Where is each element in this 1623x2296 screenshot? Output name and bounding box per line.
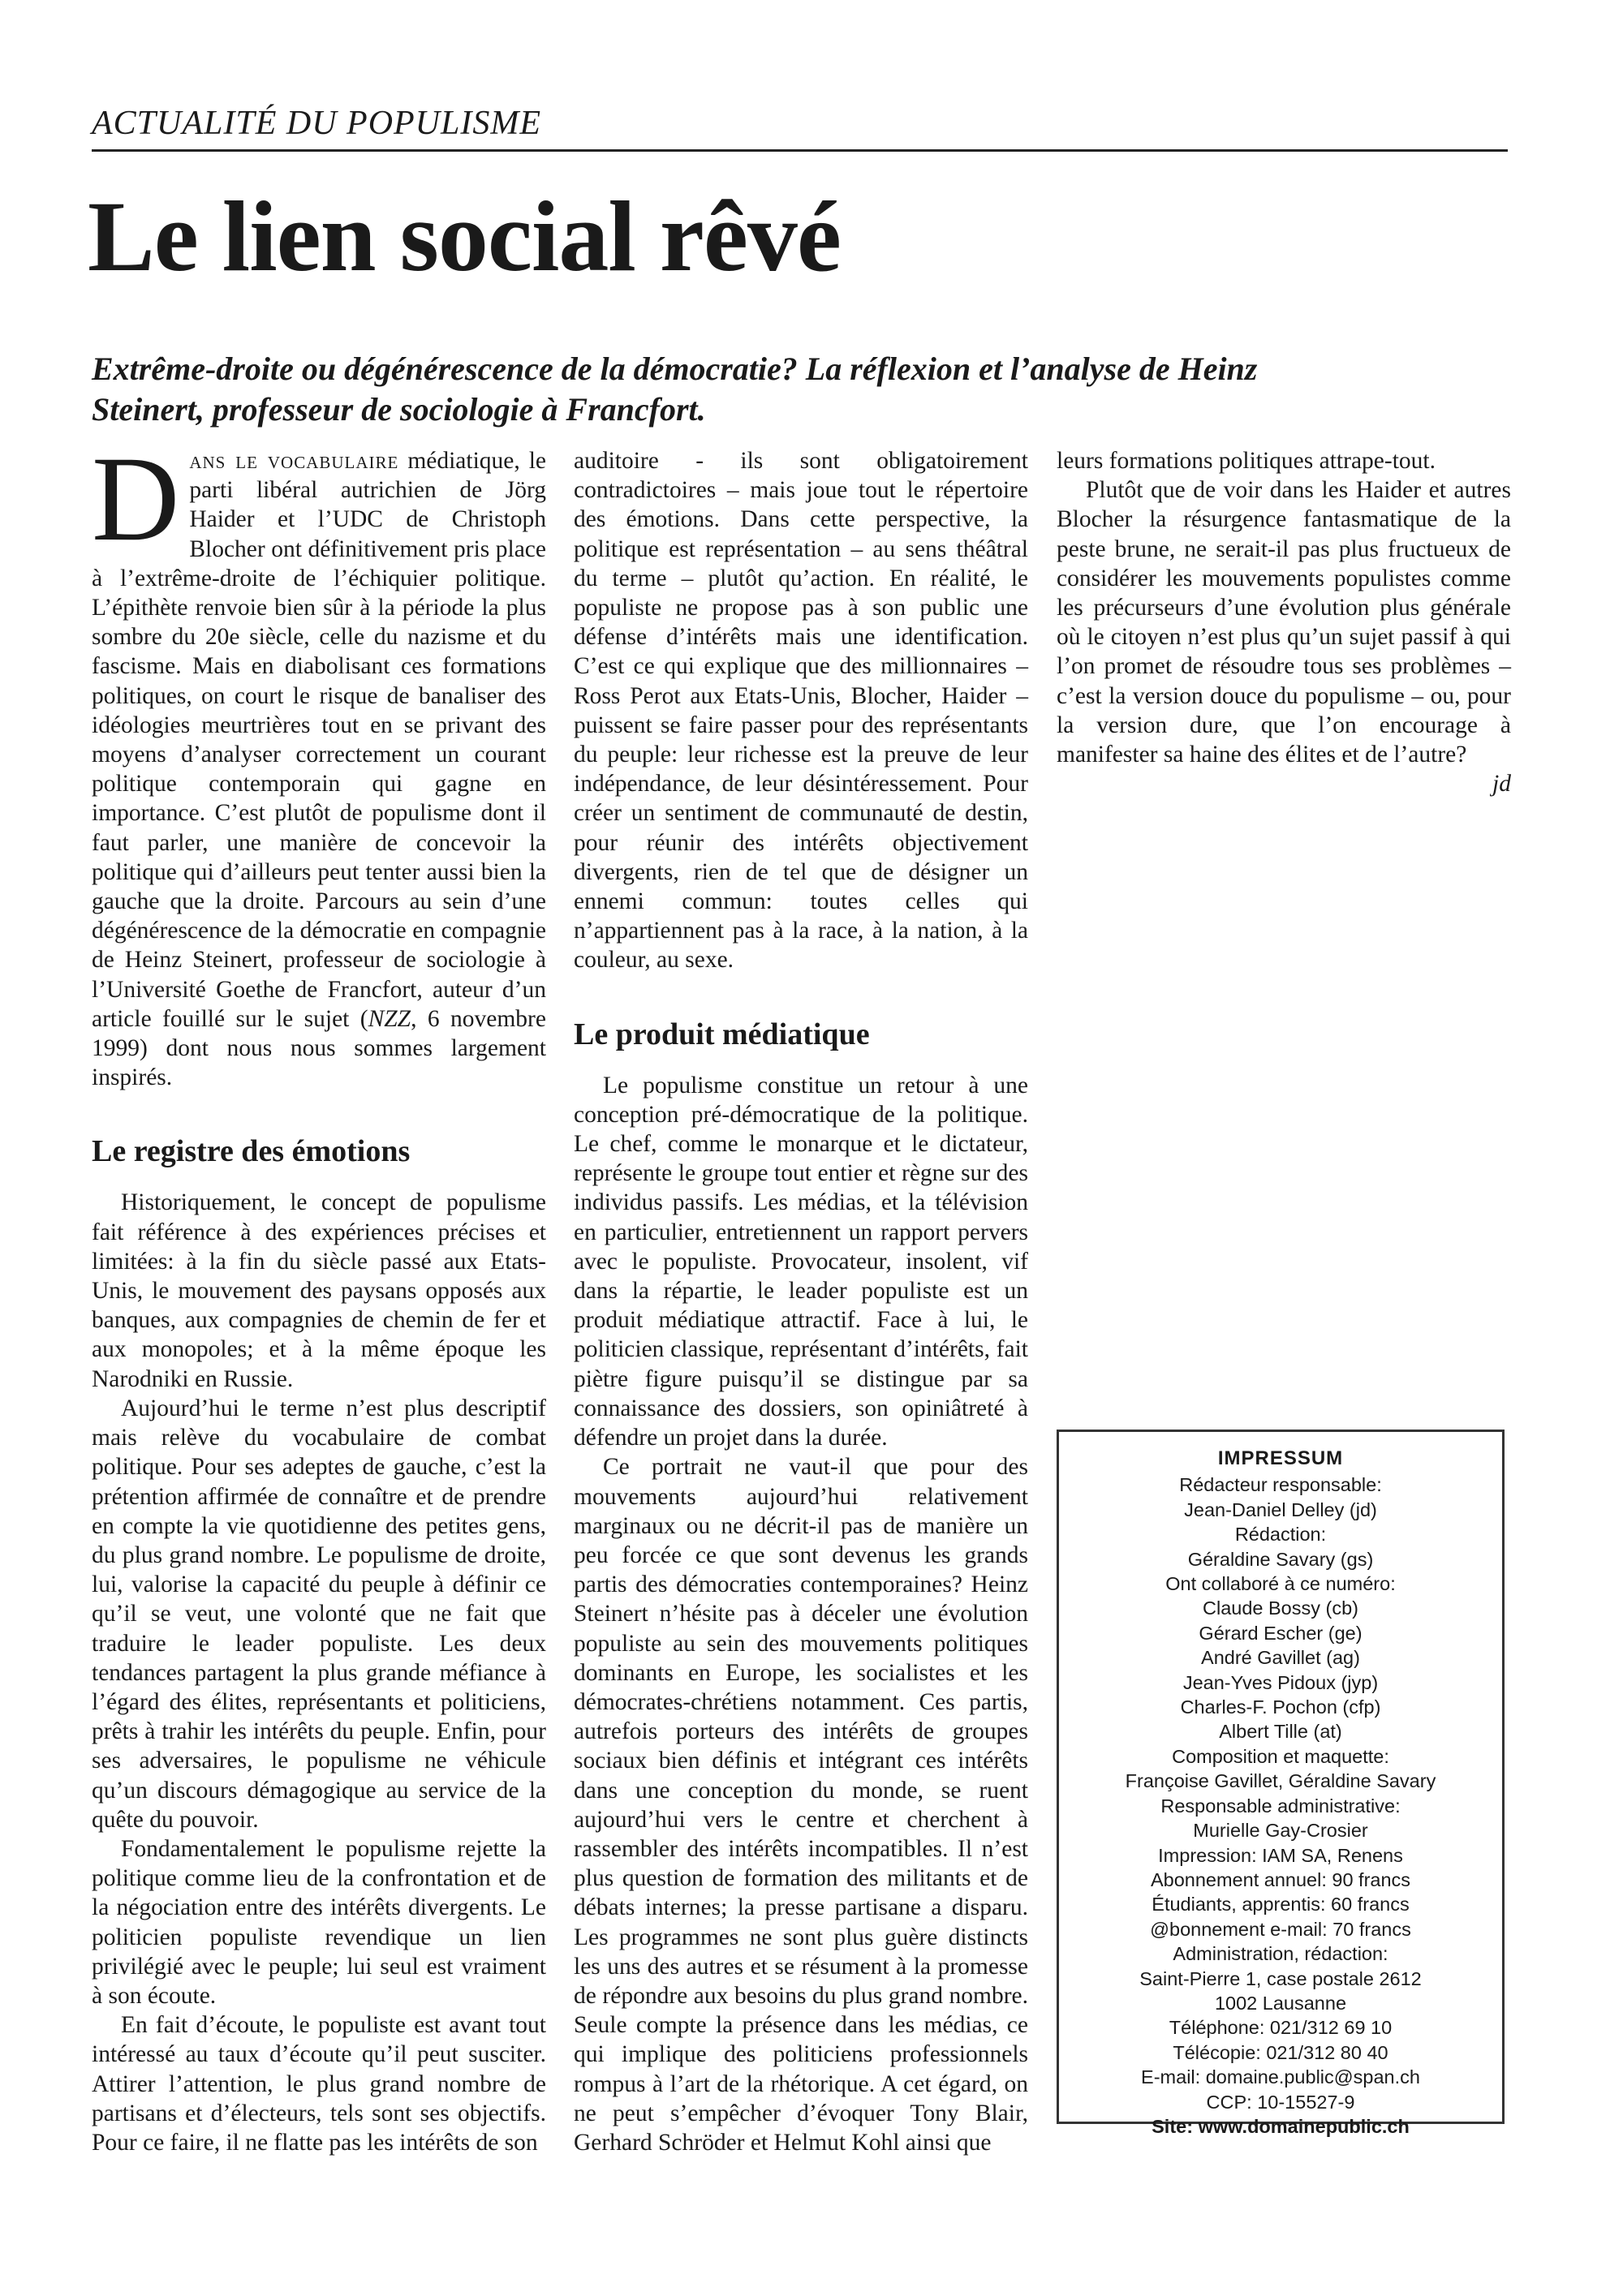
impressum-line: Gérard Escher (ge)	[1199, 1622, 1363, 1644]
impressum-line: Murielle Gay-Crosier	[1193, 1820, 1368, 1842]
impressum-line: Jean-Yves Pidoux (jyp)	[1182, 1671, 1379, 1693]
impressum-line: Françoise Gavillet, Géraldine Savary	[1125, 1770, 1436, 1792]
paragraph-1-text: médiatique, le parti libéral autrichien de Jörg Haider et l’UDC de Christoph Blocher ont définitivement pris place à l’extrême-droite de l’échiquier politique. L’épithète renvoie bien sûr à la période la plus sombre du 20e siècle, celle du nazisme et du fascisme. Mais en diabolisant ces formations politiques, on court le risque de banaliser des idéologies meurtrières tout en se privant des moyens d’analyser correctement un courant politique contemporain qui gagne en importance. C’est plutôt de populisme dont il faut parler, une manière de concevoir la politique qui d’ailleurs peut tenter aussi bien la gauche que la droite. Parcours au sein d’une dégénérescence de la démocratie en compagnie de Heinz Steinert, professeur de sociologie à l’Université Goethe de Francfort, auteur d’un article fouillé sur le sujet (	[92, 448, 546, 1032]
paragraph-6: Le populisme constitue un retour à une conception pré-démocratique de la politique. Le chef, comme le monarque et le dictateur, représente le groupe tout entier et règne sur des individus passifs. Les médias, et la télévision en particulier, entretiennent un rapport pervers avec le populiste. Provocateur, insolent, vif dans la répartie, le leader populiste est un produit médiatique attractif. Face à lui, le politicien classique, représentant d’intérêts, fait piètre figure puisqu’il se distingue par sa connaissance des dossiers, son opiniâtreté à défendre un projet dans la durée.	[574, 1072, 1028, 1451]
paragraph-3: Aujourd’hui le terme n’est plus descriptif mais relève du vocabulaire de combat politique. Pour ses adeptes de gauche, c’est la prétention affirmée de connaître et de prendre en compte la vie quotidienne des petites gens, du plus grand nombre. Le populisme de droite, lui, valorise la capacité du peuple à définir ce qu’il se veut, une volonté que ne fait que traduire le leader populiste. Les deux tendances partagent la plus grande méfiance à l’égard des élites, représentants et politiciens, prêts à trahir les intérêts du peuple. Enfin, pour ses adversaires, le populisme ne véhicule qu’un discours démagogique au service de la quête du pouvoir.	[92, 1395, 546, 1833]
impressum-line: Rédacteur responsable:	[1179, 1474, 1382, 1496]
impressum-line: Administration, rédaction:	[1173, 1943, 1388, 1965]
impressum-line: Impression: IAM SA, Renens	[1158, 1844, 1403, 1866]
impressum-line: Charles-F. Pochon (cfp)	[1180, 1696, 1381, 1718]
paragraph-8	[1057, 475, 1511, 798]
paragraph-continued: auditoire - ils sont obligatoirement contradictoires – mais joue tout le répertoire des émotions. Dans cette perspective, la politique est représentation – au sens théâtral du terme – plutôt qu’action. En réalité, le populiste ne propose pas à son public une défense d’intérêts mais une identification. C’est ce qui explique que des millionnaires – Ross Perot aux Etats-Unis, Blocher, Haider – puissent se faire passer pour des représentants du peuple: leur richesse est la preuve de leur indépendance, de leur désintéressement. Pour créer un sentiment de communauté de destin, pour réunir des intérêts objectivement divergents, rien de tel que de désigner un ennemi commun: toutes celles qui n’appartiennent pas à la race, à la nation, à la couleur, au sexe.	[574, 448, 1028, 974]
impressum-line: Claude Bossy (cb)	[1203, 1597, 1358, 1619]
article-title: Le lien social rêvé	[88, 181, 841, 292]
article-column-1	[92, 432, 546, 2157]
impressum-line: Saint-Pierre 1, case postale 2612	[1139, 1967, 1422, 1989]
impressum-line: Rédaction:	[1234, 1524, 1327, 1546]
paragraph-5: En fait d’écoute, le populiste est avant tout intéressé au taux d’écoute qu’il peut susciter. Attirer l’attention, le plus grand nombre de partisans et d’électeurs, tels sont ses objectifs. Pour ce faire, il ne flatte pas les intérêts de son	[92, 2012, 546, 2156]
paragraph-2: Historiquement, le concept de populisme fait référence à des expériences précises et limitées: à la fin du siècle passé aux Etats-Unis, le mouvement des paysans opposés aux banques, aux compagnies de chemin de fer et aux monopoles; et à la même époque les Narodniki en Russie.	[92, 1189, 546, 1392]
impressum-line: 1002 Lausanne	[1214, 1992, 1347, 2014]
impressum-lines	[1059, 1473, 1502, 2139]
impressum-line: Télécopie: 021/312 80 40	[1173, 2041, 1388, 2063]
subheading-produit: Le produit médiatique	[574, 1017, 870, 1051]
impressum-line: Étudiants, apprentis: 60 francs	[1152, 1894, 1410, 1915]
impressum-line: André Gavillet (ag)	[1201, 1647, 1360, 1669]
impressum-line: Site: www.domainepublic.ch	[1152, 2115, 1410, 2137]
paragraph-1	[92, 432, 546, 1092]
article-column-3	[1057, 446, 1511, 798]
impressum-line: Abonnement annuel: 90 francs	[1150, 1868, 1411, 1890]
impressum-line: Géraldine Savary (gs)	[1187, 1548, 1374, 1570]
paragraph-7: Ce portrait ne vaut-il que pour des mouvements aujourd’hui relativement marginaux ou ne décrit-il pas de manière un peu forcée ce que sont devenus les grands partis des démocraties contemporaines? Heinz Steinert n’hésite pas à déceler une évolution populiste au sein des mouvements politiques dominants en Europe, les socialistes et les démocrates-chrétiens notamment. Ces partis, autrefois porteurs des intérêts de groupes sociaux bien définis et intégrant ces intérêts dans une conception du monde, se ruent aujourd’hui vers le centre et cherchent à rassembler des intérêts incompatibles. Il n’est plus question de formation des militants et de débats internes; la presse partisane a disparu. Les programmes ne sont plus guère distincts les uns des autres et se résument à la promesse de répondre aux besoins du plus grand nombre. Seule compte la présence dans les médias, ce qui implique des politiciens professionnels rompus à l’art de la rhétorique. A cet égard, on ne peut s’empêcher d’évoquer Tony Blair, Gerhard Schröder et Helmut Kohl ainsi que	[574, 1454, 1028, 2156]
article-lead: Extrême-droite ou dégénérescence de la démocratie? La réflexion et l’analyse de Heinz Steinert, professeur de sociologie à Francfort.	[92, 350, 1258, 428]
nzz-reference: NZZ	[368, 1005, 411, 1032]
impressum-box	[1057, 1430, 1505, 2137]
author-signature: jd	[1492, 771, 1511, 798]
impressum-line: Responsable administrative:	[1160, 1795, 1401, 1817]
impressum-line: CCP: 10-15527-9	[1206, 2091, 1355, 2113]
paragraph-8-text: Plutôt que de voir dans les Haider et autres Blocher la résurgence fantasmatique de la peste brune, ne serait-il pas plus fructueux de considérer les mouvements populistes comme les précurseurs d’une évolution plus générale où le citoyen n’est plus qu’un sujet passif à qui l’on promet de résoudre tous ses problèmes – c’est la version douce du populisme – ou, pour la version dure, que l’on encourage à manifester sa haine des élites et de l’autre?	[1057, 477, 1511, 768]
drop-cap: D	[92, 432, 180, 566]
impressum-line: Téléphone: 021/312 69 10	[1169, 2017, 1393, 2039]
opening-smallcaps: ans le vocabulaire	[189, 448, 399, 474]
impressum-line: Composition et maquette:	[1172, 1745, 1389, 1767]
paragraph-continued: leurs formations politiques attrape-tout.	[1057, 448, 1436, 474]
impressum-line: E-mail: domaine.public@span.ch	[1141, 2066, 1420, 2088]
impressum-heading: IMPRESSUM	[1217, 1447, 1344, 1469]
paragraph-1-end: , 6 novembre 1999) dont nous nous sommes largement inspirés.	[92, 1005, 546, 1091]
impressum-line: Jean-Daniel Delley (jd)	[1184, 1498, 1377, 1520]
paragraph-4: Fondamentalement le populisme rejette la politique comme lieu de la confrontation et de la négociation entre des intérêts divergents. Le politicien populiste revendique un lien privilégié avec le peuple; lui seul est vraiment à son écoute.	[92, 1835, 546, 2009]
section-rubric: ACTUALITÉ DU POPULISME	[92, 102, 1508, 152]
impressum-line: @bonnement e-mail: 70 francs	[1150, 1918, 1411, 1940]
subheading-registre: Le registre des émotions	[92, 1134, 411, 1169]
impressum-line: Albert Tille (at)	[1219, 1721, 1342, 1743]
impressum-line: Ont collaboré à ce numéro:	[1165, 1573, 1396, 1595]
article-column-2	[574, 446, 1028, 2157]
